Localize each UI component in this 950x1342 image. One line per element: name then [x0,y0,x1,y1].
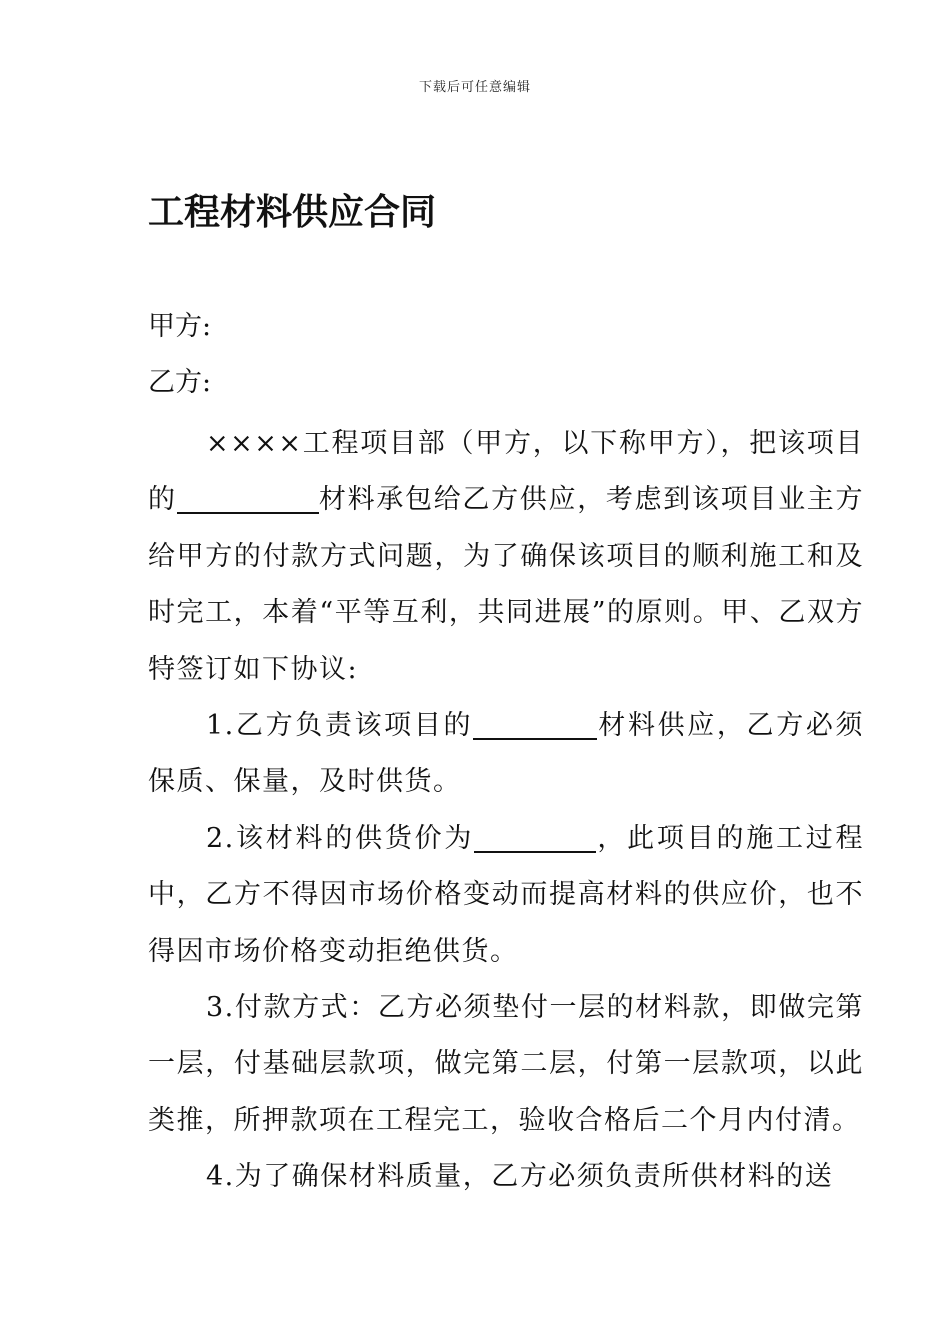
clause-2-text-1: 2.该材料的供货价为 [206,822,475,854]
clause-1-text-1: 1.乙方负责该项目的 [206,710,474,742]
intro-text-2: 材料承包给乙方供应，考虑到该项目业主方给甲方的付款方式问题，为了确保该项目的顺利施工和及时完工，本着“平等互利，共同进展”的原则。甲、乙双方特签订如下协议: [148,484,865,685]
party-a-label: 甲方: [148,311,212,342]
contract-title: 工程材料供应合同 [148,191,437,233]
party-b-label: 乙方: [148,367,212,398]
clause-3: 3.付款方式：乙方必须垫付一层的材料款，即做完第一层，付基础层款项，做完第二层，付第一层款项，以此类推，所押款项在工程完工，验收合格后二个月内付清。 [148,992,864,1136]
material-blank-1 [177,478,319,514]
header-note: 下载后可任意编辑 [418,80,531,95]
clause-2-text-2: ，此项目的施工过程中，乙方不得因市场价格变动而提高材料的供应价，也不得因市场价格变动拒绝供货。 [148,822,865,967]
contract-body [148,416,864,1206]
clause-1 [148,698,864,811]
intro-paragraph [148,416,864,698]
intro-text-1: ××××工程项目部（甲方，以下称甲方），把该项目的 [148,428,864,516]
clause-1-text-2: 材料供应，乙方必须保质、保量，及时供货。 [148,710,865,798]
clause-2 [148,811,864,980]
material-blank-2 [473,704,597,740]
clause-4: 4.为了确保材料质量，乙方必须负责所供材料的送 [206,1161,834,1193]
price-blank [474,817,596,853]
